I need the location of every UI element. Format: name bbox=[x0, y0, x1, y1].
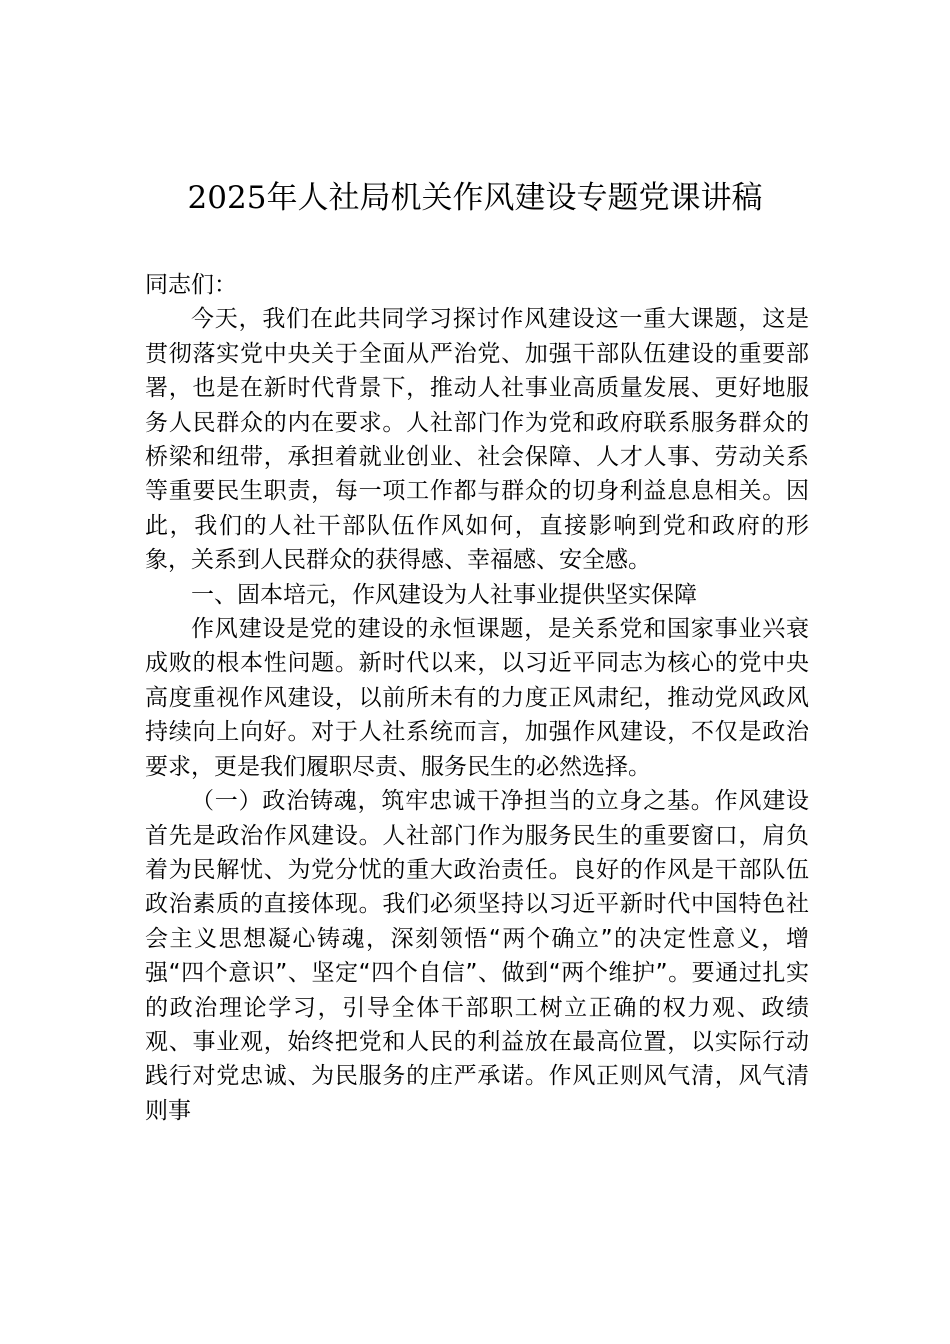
section-heading-1: 一、固本培元，作风建设为人社事业提供坚实保障 bbox=[191, 581, 697, 608]
paragraph-subsection-1: （一）政治铸魂，筑牢忠诚干净担当的立身之基。作风建设首先是政治作风建设。人社部门作为服务民生的重要窗口，肩负着为民解忧、为党分忧的重大政治责任。良好的作风是干部队伍政治素质的直接体现。我们必须坚持以习近平新时代中国特色社会主义思想凝心铸魂，深刻领悟“两个确立”的决定性意义，增强“四个意识”、坚定“四个自信”、做到“两个维护”。要通过扎实的政治理论学习，引导全体干部职工树立正确的权力观、政绩观、事业观，始终把党和人民的利益放在最高位置，以实际行动践行对党忠诚、为民服务的庄严承诺。作风正则风气清，风气清则事 bbox=[145, 788, 809, 1124]
document-body bbox=[145, 268, 809, 1128]
salutation: 同志们： bbox=[145, 272, 237, 298]
paragraph-section-1: 作风建设是党的建设的永恒课题，是关系党和国家事业兴衰成败的根本性问题。新时代以来，以习近平同志为核心的党中央高度重视作风建设，以前所未有的力度正风肃纪，推动党风政风持续向上向好。对于人社系统而言，加强作风建设，不仅是政治要求，更是我们履职尽责、服务民生的必然选择。 bbox=[145, 616, 809, 780]
paragraph-intro: 今天，我们在此共同学习探讨作风建设这一重大课题，这是贯彻落实党中央关于全面从严治党、加强干部队伍建设的重要部署，也是在新时代背景下，推动人社事业高质量发展、更好地服务人民群众的内在要求。人社部门作为党和政府联系服务群众的桥梁和纽带，承担着就业创业、社会保障、人才人事、劳动关系等重要民生职责，每一项工作都与群众的切身利益息息相关。因此，我们的人社干部队伍作风如何，直接影响到党和政府的形象，关系到人民群众的获得感、幸福感、安全感。 bbox=[145, 306, 809, 574]
document-title: 2025年人社局机关作风建设专题党课讲稿 bbox=[187, 180, 763, 216]
